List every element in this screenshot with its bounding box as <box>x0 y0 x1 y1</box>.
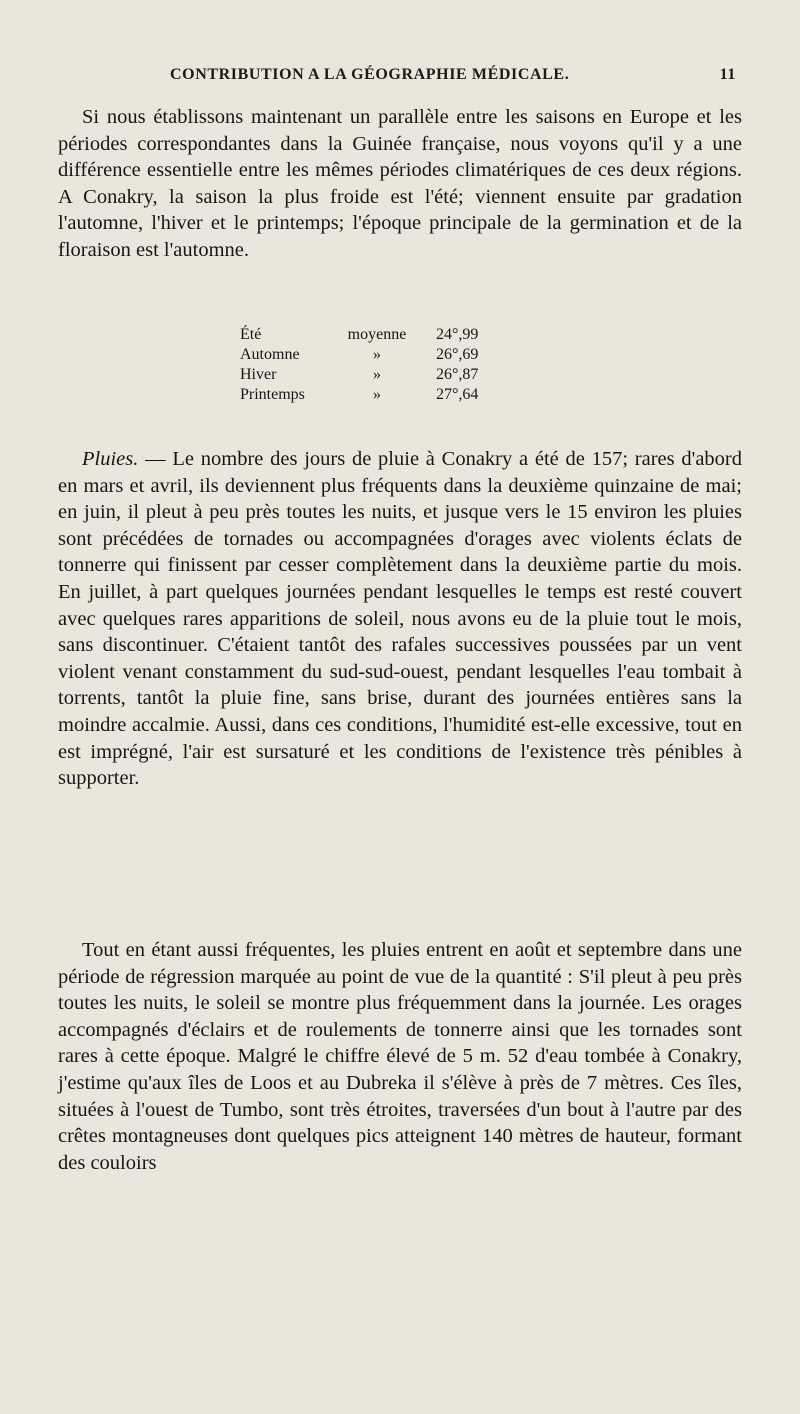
ditto-mark: » <box>373 346 381 363</box>
paragraph-rainfall <box>58 446 742 792</box>
temperature-value: 26°,69 <box>436 346 479 363</box>
temperature-value: 26°,87 <box>436 366 479 383</box>
paragraph-text: Tout en étant aussi fréquentes, les pluies entrent en août et septembre dans une période de régression marquée au point de vue de la quantité : S'il pleut à peu près toutes les nuits, le soleil se montre plus fréquemment dans la journée. Les orages accompagnés d'éclairs et de roulements de tonnerre ainsi que les tornades sont rares à cette époque. Malgré le chiffre élevé de 5 m. 52 d'eau tombée à Conakry, j'estime qu'aux îles de Loos et au Dubreka il s'élève à près de 7 mètres. Ces îles, situées à l'ouest de Tumbo, sont très étroites, traversées d'un bout à l'autre par des crêtes montagneuses dont quelques pics atteignent 140 mètres de hauteur, formant des couloirs <box>58 939 742 1174</box>
ditto-mark: » <box>373 366 381 383</box>
section-lead-word: Pluies. <box>82 448 139 470</box>
season-name: Automne <box>240 346 300 363</box>
seasonal-temperature-table <box>240 325 516 405</box>
ditto-mark: » <box>373 386 381 403</box>
season-name: Printemps <box>240 386 305 403</box>
table-row <box>240 325 516 345</box>
running-title: CONTRIBUTION A LA GÉOGRAPHIE MÉDICALE. <box>170 66 570 83</box>
table-row <box>240 385 516 405</box>
temperature-value: 27°,64 <box>436 386 479 403</box>
paragraph-text: Si nous établissons maintenant un parallèle entre les saisons en Europe et les périodes correspondantes dans la Guinée française, nous voyons qu'il y a une différence essentielle entre les mêmes périodes climatériques de ces deux régions. A Conakry, la saison la plus froide est l'été; viennent ensuite par gradation l'automne, l'hiver et le printemps; l'époque principale de la germination et de la floraison est l'automne. <box>58 106 742 261</box>
table-row <box>240 345 516 365</box>
temperature-value: 24°,99 <box>436 326 479 343</box>
paragraph-text <box>58 446 742 792</box>
season-name: Été <box>240 326 262 343</box>
average-label: moyenne <box>347 326 407 343</box>
page-number: 11 <box>719 66 736 83</box>
paragraph-body: — Le nombre des jours de pluie à Conakry a été de 157; rares d'abord en mars et avril, ils deviennent plus fréquents dans la deuxième quinzaine de mai; en juin, il pleut à peu près toutes les nuits, et jusque vers le 15 environ les pluies sont précédées de tornades ou accompagnées d'orages avec violents éclats de tonnerre qui finissent par cesser complètement dans la deuxième partie du mois. En juillet, à part quelques journées pendant lesquelles le temps est resté couvert avec quelques rares apparitions de soleil, nous avons eu de la pluie tout le mois, sans discontinuer. C'étaient tantôt des rafales successives poussées par un vent violent venant constamment du sud-sud-ouest, pendant lesquelles l'eau tombait à torrents, tantôt la pluie fine, sans brise, durant des journées entières sans la moindre accalmie. Aussi, dans ces conditions, l'humidité est-elle excessive, tout en est imprégné, l'air est sursaturé et les conditions de l'existence très pénibles à supporter. <box>58 448 742 790</box>
page-header <box>58 66 742 90</box>
paragraph-rain-regression <box>58 937 742 1176</box>
paragraph-seasons-comparison <box>58 104 742 263</box>
season-name: Hiver <box>240 366 277 383</box>
table-row <box>240 365 516 385</box>
